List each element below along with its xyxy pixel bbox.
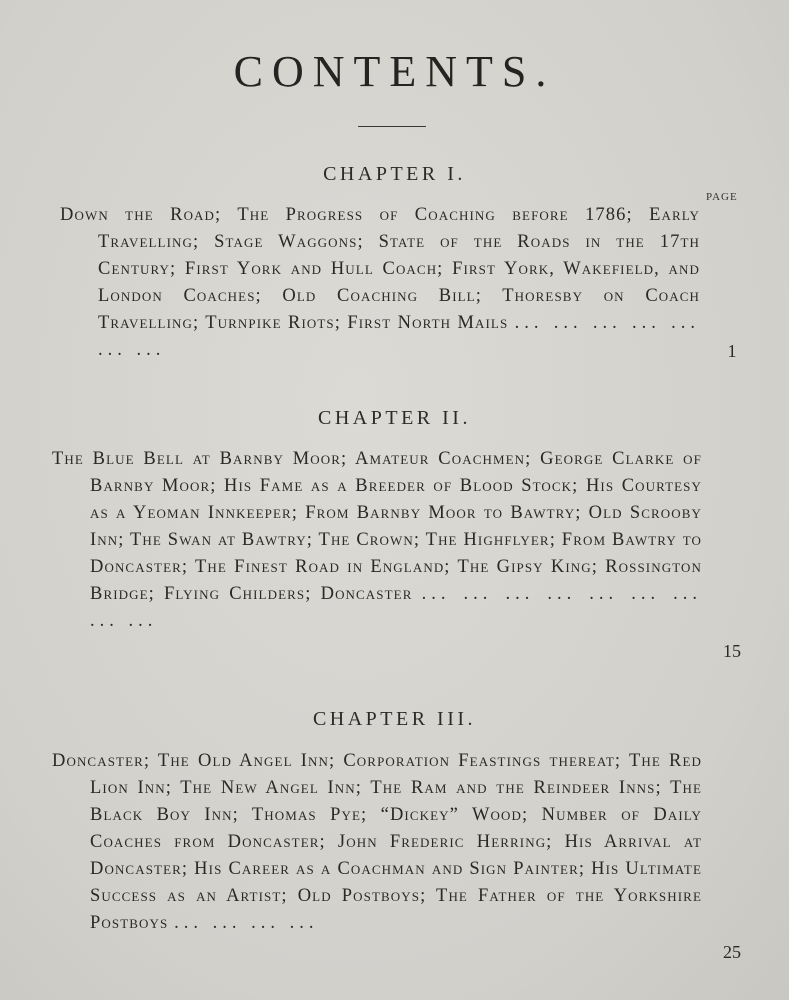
chapter-3-heading: CHAPTER III. bbox=[312, 708, 477, 730]
chapter-2-page-number: 15 bbox=[723, 641, 741, 661]
chapter-1-page-number: 1 bbox=[727, 341, 737, 361]
chapter-2-entry bbox=[52, 446, 702, 635]
chapter-1-text: Down the Road; The Progress of Coaching before 1786; Early Travelling; Stage Waggons; State of the Roads in the 17th Century; First York and Hull Coach; First York, Wakefield, and London Coaches; Old Coaching Bill; Thoresby on Coach Travelling; Turnpike Riots; First North Mails bbox=[60, 205, 700, 333]
page-title: CONTENTS. bbox=[233, 47, 556, 96]
chapter-3-page-number: 25 bbox=[723, 942, 741, 962]
chapter-3-entry bbox=[52, 748, 702, 937]
page-column-label: PAGE bbox=[706, 191, 738, 203]
chapter-2-leader: ... ... ... ... ... ... ... ... ... bbox=[90, 584, 702, 631]
chapter-2-heading: CHAPTER II. bbox=[318, 407, 471, 429]
title-divider bbox=[358, 126, 426, 127]
chapter-1-heading: CHAPTER I. bbox=[323, 163, 466, 185]
chapter-3-leader: ... ... ... ... bbox=[174, 913, 319, 933]
chapter-1-entry bbox=[60, 202, 700, 364]
chapter-3-text: Doncaster; The Old Angel Inn; Corporation Feastings thereat; The Red Lion Inn; The New Angel Inn; The Ram and the Reindeer Inns; The Black Boy Inn; Thomas Pye; “Dickey” Wood; Number of Daily Coaches from Doncaster; John Frederic Herring; His Arrival at Doncaster; His Career as a Coachman and Sign Painter; His Ultimate Success as an Artist; Old Postboys; The Father of the Yorkshire Postboys bbox=[52, 751, 702, 933]
chapter-2-text: The Blue Bell at Barnby Moor; Amateur Coachmen; George Clarke of Barnby Moor; His Fame as a Breeder of Blood Stock; His Courtesy as a Yeoman Innkeeper; From Barnby Moor to Bawtry; Old Scrooby Inn; The Swan at Bawtry; The Crown; The Highflyer; From Bawtry to Doncaster; The Finest Road in England; The Gipsy King; Rossington Bridge; Flying Childers; Doncaster bbox=[52, 449, 702, 604]
chapter-1-leader: ... ... ... ... ... ... ... bbox=[98, 313, 700, 360]
